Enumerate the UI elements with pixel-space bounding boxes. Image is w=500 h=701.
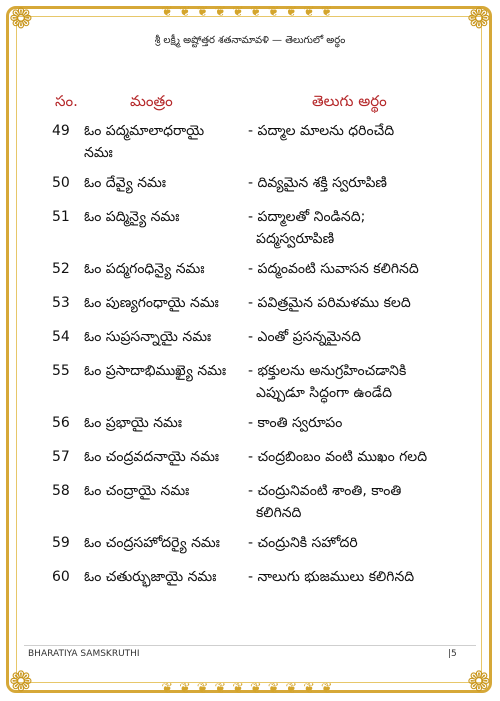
mantra-number: 56 [52, 415, 70, 431]
mantra-line: ఓం చంద్రవదనాయై నమః [84, 449, 220, 465]
table-row [40, 412, 460, 446]
mantra-text [84, 206, 244, 228]
page-number: |5 [448, 649, 457, 659]
meaning-text [248, 532, 458, 554]
mantra-line: ఓం సుప్రసన్నాయై నమః [84, 329, 212, 345]
meaning-text [248, 258, 458, 280]
column-header-mantra: మంత్రం [130, 92, 173, 110]
floral-border-icon: ❦❦❦❦❦❦❦❦❦❦ [161, 681, 339, 697]
mantra-text [84, 292, 244, 314]
meaning-text [248, 446, 458, 468]
floral-corner-icon: ❁ [9, 2, 33, 35]
mantra-table [40, 92, 460, 600]
meaning-line: - చంద్రునివంటి శాంతి, కాంతి [248, 483, 402, 499]
column-header-number: సం. [55, 92, 78, 110]
mantra-text [84, 480, 244, 502]
meaning-line: - ఎంతో ప్రసన్నమైనది [248, 329, 361, 345]
meaning-line: ఎప్పుడూ సిద్ధంగా ఉండేది [256, 385, 392, 401]
table-row [40, 120, 460, 172]
meaning-line: - చంద్రునికి సహోదరి [248, 535, 358, 551]
mantra-number: 49 [52, 123, 70, 139]
floral-border-icon: ❦❦❦❦❦❦❦❦❦❦ [161, 4, 339, 20]
mantra-line: ఓం చంద్రాయై నమః [84, 483, 190, 499]
mantra-text [84, 258, 244, 280]
mantra-line: ఓం పుణ్యగంధాయై నమః [84, 295, 219, 311]
mantra-number: 51 [52, 209, 70, 225]
mantra-text [84, 412, 244, 434]
meaning-line: - దివ్యమైన శక్తి స్వరూపిణి [248, 175, 387, 191]
mantra-number: 57 [52, 449, 70, 465]
floral-corner-icon: ❁ [467, 2, 491, 35]
meaning-line: కలిగినది [256, 505, 302, 521]
mantra-number: 55 [52, 363, 70, 379]
mantra-number: 53 [52, 295, 70, 311]
page-title: శ్రీ లక్ష్మీ అష్టోత్తర శతనామావళి — తెలుగులో అర్థం [154, 35, 346, 46]
meaning-line: - పద్మాలతో నిండినది; [248, 209, 366, 225]
mantra-text [84, 446, 244, 468]
mantra-number: 59 [52, 535, 70, 551]
mantra-text [84, 360, 244, 382]
table-row [40, 258, 460, 292]
mantra-line: ఓం చంద్రసహోదర్యై నమః [84, 535, 220, 551]
table-row [40, 360, 460, 412]
mantra-line: ఓం పద్మిన్యై నమః [84, 209, 180, 225]
floral-corner-icon: ❁ [9, 665, 33, 698]
meaning-text [248, 326, 458, 348]
table-row [40, 532, 460, 566]
mantra-text [84, 566, 244, 588]
table-row [40, 206, 460, 258]
meaning-text [248, 480, 458, 524]
meaning-text [248, 292, 458, 314]
mantra-line: ఓం చతుర్భుజాయై నమః [84, 569, 217, 585]
mantra-line: నమః [84, 145, 113, 161]
mantra-text [84, 532, 244, 554]
meaning-text [248, 360, 458, 404]
meaning-line: - పవిత్రమైన పరిమళము కలది [248, 295, 411, 311]
table-row [40, 566, 460, 600]
footer-divider [24, 645, 476, 646]
meaning-line: - చంద్రబింబం వంటి ముఖం గలది [248, 449, 428, 465]
mantra-line: ఓం దేవ్యై నమః [84, 175, 166, 191]
table-row [40, 480, 460, 532]
meaning-line: - భక్తులను అనుగ్రహించడానికి [248, 363, 407, 379]
mantra-line: ఓం ప్రభాయై నమః [84, 415, 182, 431]
mantra-number: 54 [52, 329, 70, 345]
meaning-line: - పద్మాల మాలను ధరించేది [248, 123, 395, 139]
mantra-line: ఓం పద్మగంధిన్యై నమః [84, 261, 205, 277]
mantra-number: 52 [52, 261, 70, 277]
table-header [40, 92, 460, 120]
meaning-text [248, 412, 458, 434]
meaning-line: - నాలుగు భుజములు కలిగినది [248, 569, 415, 585]
meaning-text [248, 566, 458, 588]
meaning-text [248, 120, 458, 142]
table-row [40, 326, 460, 360]
meaning-line: - కాంతి స్వరూపం [248, 415, 343, 431]
table-row [40, 172, 460, 206]
footer-publication: BHARATIYA SAMSKRUTHI [28, 649, 140, 659]
mantra-line: ఓం పద్మమాలాధరాయై [84, 123, 205, 139]
mantra-text [84, 172, 244, 194]
mantra-text [84, 120, 244, 164]
mantra-text [84, 326, 244, 348]
column-header-meaning: తెలుగు అర్థం [312, 92, 387, 110]
table-row [40, 292, 460, 326]
table-row [40, 446, 460, 480]
mantra-number: 50 [52, 175, 70, 191]
meaning-line: పద్మస్వరూపిణి [256, 231, 335, 247]
meaning-line: - పద్మంవంటి సువాసన కలిగినది [248, 261, 419, 277]
floral-corner-icon: ❁ [467, 665, 491, 698]
mantra-line: ఓం ప్రసాదాభిముఖ్యై నమః [84, 363, 227, 379]
table-body [40, 120, 460, 600]
meaning-text [248, 206, 458, 250]
mantra-number: 60 [52, 569, 70, 585]
meaning-text [248, 172, 458, 194]
mantra-number: 58 [52, 483, 70, 499]
